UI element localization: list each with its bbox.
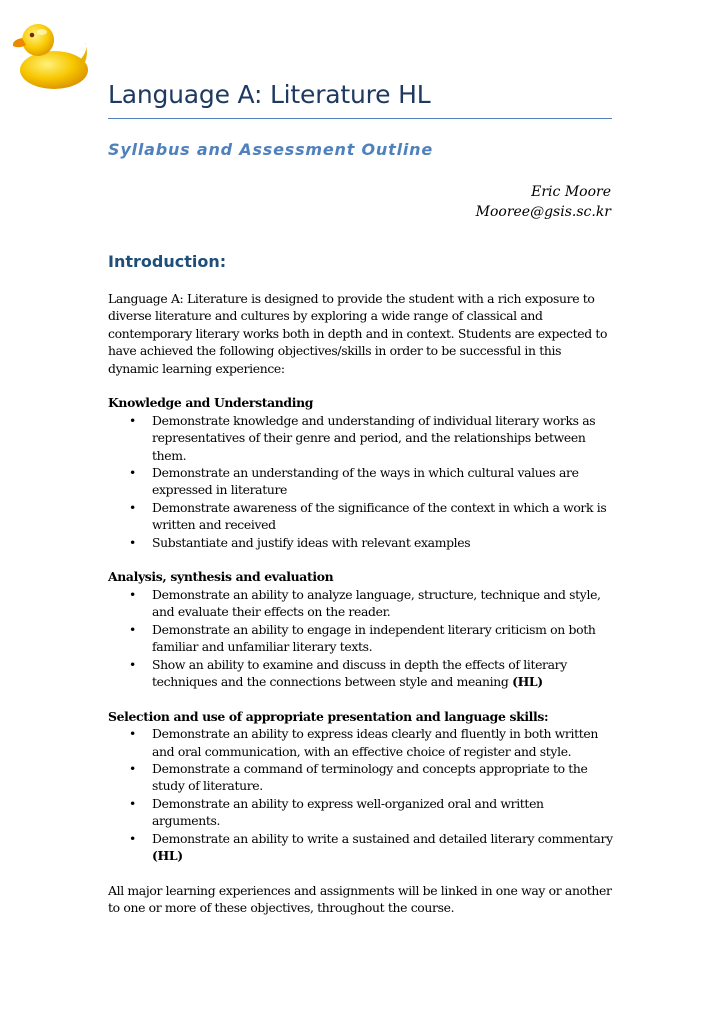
hl-tag: (HL) xyxy=(152,847,183,863)
closing-paragraph: All major learning experiences and assignments will be linked in one way or another to one or more of these objectives, throughout the course. xyxy=(108,882,612,916)
list-item: • Demonstrate an ability to express ideas clearly and fluently in both written and oral communication, with an effective choice of register and style. xyxy=(152,725,614,760)
section-heading-presentation: Selection and use of appropriate presentation and language skills: xyxy=(108,708,549,724)
list-item: • Substantiate and justify ideas with relevant examples xyxy=(152,534,614,551)
author-email: Mooree@gsis.sc.kr xyxy=(475,204,611,220)
page-title: Language A: Literature HL xyxy=(108,80,431,109)
list-item: • Demonstrate awareness of the significance of the context in which a work is written and received xyxy=(152,499,614,534)
list-item: • Show an ability to examine and discuss in depth the effects of literary techniques and the connections between style and meaning (HL) xyxy=(152,656,614,691)
analysis-list xyxy=(108,586,614,690)
list-item: • Demonstrate knowledge and understanding of individual literary works as representatives of their genre and period, and the relationships between them. xyxy=(152,412,614,464)
page-subtitle: Syllabus and Assessment Outline xyxy=(108,140,433,159)
hl-tag: (HL) xyxy=(512,673,543,689)
intro-heading: Introduction: xyxy=(108,252,227,271)
intro-paragraph: Language A: Literature is designed to provide the student with a rich exposure to diverse literature and cultures by exploring a wide range of classical and contemporary literary works both in depth and in context. Students are expected to have achieved the following objectives/skills in order to be successful in this dynamic learning experience: xyxy=(108,291,608,376)
title-divider xyxy=(108,118,612,119)
list-item: • Demonstrate an ability to analyze language, structure, technique and style, and evaluate their effects on the reader. xyxy=(152,586,614,621)
presentation-list xyxy=(108,725,614,864)
author-block xyxy=(476,182,611,222)
list-item: • Demonstrate an ability to express well-organized oral and written arguments. xyxy=(152,795,614,830)
section-heading-knowledge: Knowledge and Understanding xyxy=(108,395,314,411)
document-body xyxy=(108,290,614,917)
list-item: • Demonstrate an ability to engage in independent literary criticism on both familiar and unfamiliar literary texts. xyxy=(152,621,614,656)
list-item: • Demonstrate a command of terminology and concepts appropriate to the study of literature. xyxy=(152,760,614,795)
rubber-duck-icon xyxy=(10,18,90,90)
knowledge-list xyxy=(108,412,614,551)
list-item: • Demonstrate an understanding of the ways in which cultural values are expressed in literature xyxy=(152,464,614,499)
list-item: • Demonstrate an ability to write a sustained and detailed literary commentary (HL) xyxy=(152,830,614,865)
section-heading-analysis: Analysis, synthesis and evaluation xyxy=(108,569,334,585)
author-name: Eric Moore xyxy=(531,184,611,200)
